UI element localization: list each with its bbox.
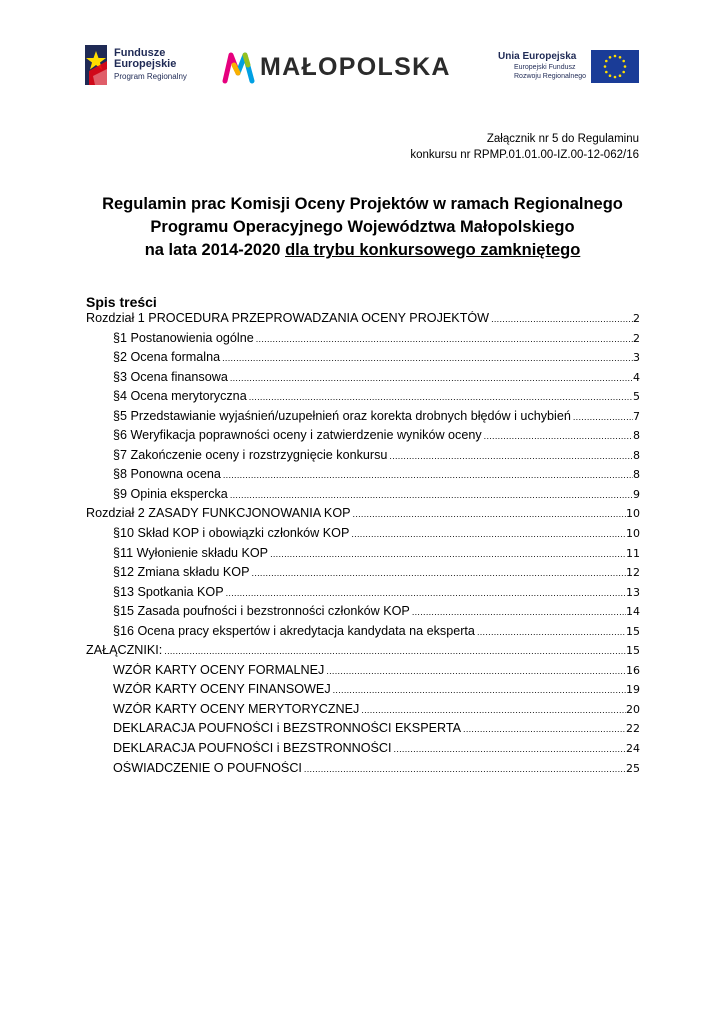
toc-entry-page: 8 bbox=[633, 468, 640, 482]
toc-entry-page: 8 bbox=[633, 448, 640, 462]
toc-leader-dots bbox=[387, 451, 633, 461]
toc-leader-dots bbox=[221, 470, 633, 480]
toc-entry-page: 14 bbox=[626, 605, 640, 619]
toc-entry[interactable] bbox=[86, 761, 640, 781]
title-line3-underlined: dla trybu konkursowego zamkniętego bbox=[285, 241, 581, 259]
toc-entry-page: 8 bbox=[633, 429, 640, 443]
toc-entry[interactable] bbox=[86, 389, 640, 409]
toc-leader-dots bbox=[331, 685, 626, 695]
toc-entry[interactable] bbox=[86, 428, 640, 448]
toc-entry-label: §7 Zakończenie oceny i rozstrzygnięcie konkursu bbox=[113, 447, 388, 462]
toc-entry[interactable] bbox=[86, 604, 640, 624]
title-line3-plain: na lata 2014-2020 bbox=[144, 241, 286, 259]
toc-leader-dots bbox=[461, 724, 626, 734]
toc-leader-dots bbox=[351, 509, 626, 519]
title-line1: Regulamin prac Komisji Oceny Projektów w ramach Regionalnego bbox=[102, 195, 623, 213]
toc-entry[interactable] bbox=[86, 448, 640, 468]
toc-leader-dots bbox=[162, 646, 626, 656]
toc-leader-dots bbox=[489, 314, 633, 324]
toc-entry-page: 10 bbox=[626, 527, 640, 541]
toc-leader-dots bbox=[220, 353, 633, 363]
toc-entry-label: WZÓR KARTY OCENY FINANSOWEJ bbox=[113, 682, 331, 697]
toc-entry-page: 22 bbox=[626, 722, 640, 736]
eu-logo-text bbox=[498, 52, 586, 81]
eu-logo-line1: Unia Europejska bbox=[498, 51, 577, 62]
toc-entry[interactable] bbox=[86, 702, 640, 722]
toc-entry-label: Rozdział 2 ZASADY FUNKCJONOWANIA KOP bbox=[86, 506, 351, 521]
toc-leader-dots bbox=[228, 373, 633, 383]
toc-entry-label: Rozdział 1 PROCEDURA PRZEPROWADZANIA OCENY PROJEKTÓW bbox=[86, 311, 490, 325]
annex-note bbox=[410, 131, 639, 163]
toc-leader-dots bbox=[250, 568, 626, 578]
toc-entry-label: WZÓR KARTY OCENY MERYTORYCZNEJ bbox=[113, 701, 360, 716]
toc-entry-page: 20 bbox=[626, 702, 640, 716]
toc-entry-page: 7 bbox=[633, 409, 640, 423]
title-line2: Programu Operacyjnego Województwa Małopolskiego bbox=[150, 218, 575, 236]
toc-entry-page: 15 bbox=[626, 624, 640, 638]
header-logos bbox=[0, 40, 725, 90]
toc-entry-page: 9 bbox=[633, 487, 640, 501]
eu-logo-line3: Rozwoju Regionalnego bbox=[514, 73, 586, 80]
toc-entry-page: 4 bbox=[633, 370, 640, 384]
toc-leader-dots bbox=[359, 705, 626, 715]
toc-entry[interactable] bbox=[86, 506, 640, 526]
toc-entry-label: §3 Ocena finansowa bbox=[113, 369, 228, 384]
toc-entry-page: 16 bbox=[626, 663, 640, 677]
toc-leader-dots bbox=[349, 529, 626, 539]
toc-entry-label: §2 Ocena formalna bbox=[113, 350, 221, 365]
table-of-contents bbox=[86, 311, 640, 780]
toc-entry-page: 15 bbox=[626, 644, 640, 658]
toc-leader-dots bbox=[254, 334, 633, 344]
toc-entry-label: §6 Weryfikacja poprawności oceny i zatwierdzenie wyników oceny bbox=[113, 428, 482, 443]
toc-leader-dots bbox=[228, 490, 633, 500]
toc-entry-label: §12 Zmiana składu KOP bbox=[113, 565, 250, 580]
toc-entry-page: 11 bbox=[626, 546, 640, 560]
toc-entry-label: §10 Skład KOP i obowiązki członków KOP bbox=[113, 526, 350, 541]
toc-leader-dots bbox=[324, 666, 626, 676]
toc-entry[interactable] bbox=[86, 350, 640, 370]
toc-entry-label: DEKLARACJA POUFNOŚCI i BEZSTRONNOŚCI bbox=[113, 741, 392, 756]
toc-entry[interactable] bbox=[86, 643, 640, 663]
toc-entry[interactable] bbox=[86, 721, 640, 741]
toc-entry[interactable] bbox=[86, 467, 640, 487]
toc-entry[interactable] bbox=[86, 487, 640, 507]
toc-entry-label: §13 Spotkania KOP bbox=[113, 584, 224, 599]
toc-entry-page: 13 bbox=[626, 585, 640, 599]
toc-entry-label: §5 Przedstawianie wyjaśnień/uzupełnień oraz korekta drobnych błędów i uchybień bbox=[113, 408, 571, 423]
toc-leader-dots bbox=[392, 744, 626, 754]
toc-entry[interactable] bbox=[86, 741, 640, 761]
toc-entry-label: DEKLARACJA POUFNOŚCI i BEZSTRONNOŚCI EKSPERTA bbox=[113, 721, 462, 736]
eu-flag-icon bbox=[591, 50, 639, 83]
toc-heading: Spis treści bbox=[86, 294, 157, 310]
toc-leader-dots bbox=[482, 431, 633, 441]
toc-leader-dots bbox=[224, 588, 626, 598]
title-line3 bbox=[60, 239, 665, 262]
toc-entry[interactable] bbox=[86, 585, 640, 605]
toc-entry[interactable] bbox=[86, 331, 640, 351]
toc-entry-page: 3 bbox=[633, 351, 640, 365]
toc-leader-dots bbox=[268, 549, 626, 559]
toc-entry-label: OŚWIADCZENIE O POUFNOŚCI bbox=[113, 760, 302, 775]
toc-entry-page: 19 bbox=[626, 683, 640, 697]
eu-logo-line2: Europejski Fundusz bbox=[514, 64, 576, 71]
toc-entry-label: §4 Ocena merytoryczna bbox=[113, 389, 247, 404]
toc-leader-dots bbox=[475, 627, 626, 637]
toc-entry-page: 2 bbox=[633, 312, 640, 325]
toc-entry-label: §15 Zasada poufności i bezstronności członków KOP bbox=[113, 604, 410, 619]
toc-entry-label: §1 Postanowienia ogólne bbox=[113, 330, 254, 345]
fe-star-icon bbox=[85, 43, 111, 87]
fe-logo-line1: Fundusze bbox=[114, 47, 166, 59]
toc-leader-dots bbox=[571, 412, 633, 422]
toc-entry-label: WZÓR KARTY OCENY FORMALNEJ bbox=[113, 662, 325, 677]
toc-entry[interactable] bbox=[86, 565, 640, 585]
document-title bbox=[60, 193, 665, 262]
toc-entry-label: ZAŁĄCZNIKI: bbox=[86, 643, 163, 658]
toc-entry-label: §11 Wyłonienie składu KOP bbox=[113, 545, 269, 560]
toc-leader-dots bbox=[410, 607, 626, 617]
fundusze-europejskie-logo bbox=[85, 43, 205, 87]
toc-entry-page: 5 bbox=[633, 390, 640, 404]
toc-entry-page: 25 bbox=[626, 761, 640, 775]
toc-entry[interactable] bbox=[86, 663, 640, 683]
toc-entry-page: 10 bbox=[626, 507, 640, 521]
annex-line2: konkursu nr RPMP.01.01.00-IZ.00-12-062/16 bbox=[410, 149, 639, 161]
malopolska-logo bbox=[222, 51, 467, 85]
toc-entry[interactable] bbox=[86, 311, 640, 331]
toc-entry-page: 2 bbox=[633, 331, 640, 345]
toc-entry-label: §9 Opinia ekspercka bbox=[113, 486, 228, 501]
toc-entry-label: §8 Ponowna ocena bbox=[113, 467, 221, 482]
fe-logo-line2: Europejskie bbox=[114, 58, 177, 70]
toc-leader-dots bbox=[247, 392, 633, 402]
toc-entry[interactable] bbox=[86, 409, 640, 429]
toc-entry[interactable] bbox=[86, 624, 640, 644]
toc-leader-dots bbox=[302, 764, 626, 774]
toc-entry-page: 24 bbox=[626, 742, 640, 756]
fe-logo-line3: Program Regionalny bbox=[114, 72, 187, 81]
malopolska-m-icon bbox=[222, 51, 258, 85]
toc-entry[interactable] bbox=[86, 682, 640, 702]
toc-entry[interactable] bbox=[86, 546, 640, 566]
toc-entry[interactable] bbox=[86, 526, 640, 546]
toc-entry-label: §16 Ocena pracy ekspertów i akredytacja kandydata na eksperta bbox=[113, 623, 475, 638]
toc-entry[interactable] bbox=[86, 370, 640, 390]
malopolska-wordmark: MAŁOPOLSKA bbox=[260, 53, 451, 81]
toc-entry-page: 12 bbox=[626, 566, 640, 580]
annex-line1: Załącznik nr 5 do Regulaminu bbox=[486, 133, 639, 145]
